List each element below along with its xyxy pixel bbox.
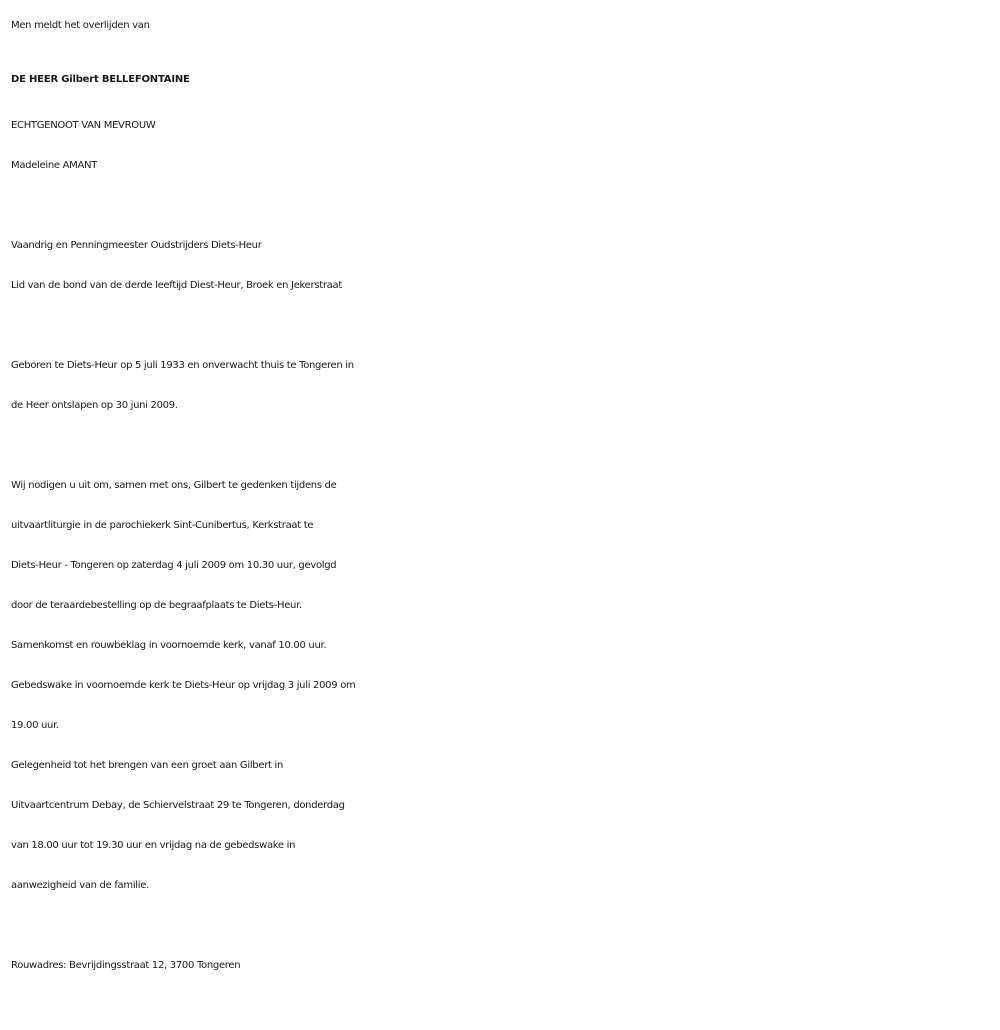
- ceremony-block: [11, 466, 991, 906]
- spacer: [11, 186, 991, 226]
- birth-death-line: Geboren te Diets-Heur op 5 juli 1933 en onverwacht thuis te Tongeren in: [11, 360, 354, 371]
- spouse-title: ECHTGENOOT VAN MEVROUW: [11, 120, 156, 131]
- ceremony-line: 19.00 uur.: [11, 720, 59, 731]
- deceased-name: DE HEER Gilbert BELLEFONTAINE: [11, 74, 190, 85]
- spacer: [11, 426, 991, 466]
- ceremony-line: Gebedswake in voornoemde kerk te Diets-Heur op vrijdag 3 juli 2009 om: [11, 680, 356, 691]
- ceremony-line: Wij nodigen u uit om, samen met ons, Gilbert te gedenken tijdens de: [11, 480, 337, 491]
- spacer: [11, 906, 991, 946]
- ceremony-line: Diets-Heur - Tongeren op zaterdag 4 juli 2009 om 10.30 uur, gevolgd: [11, 560, 337, 571]
- birth-death-block: [11, 346, 991, 426]
- birth-death-line: de Heer ontslapen op 30 juni 2009.: [11, 400, 178, 411]
- spacer: [11, 306, 991, 346]
- spouse-name: Madeleine AMANT: [11, 160, 98, 171]
- ceremony-line: Samenkomst en rouwbeklag in voornoemde kerk, vanaf 10.00 uur.: [11, 640, 327, 651]
- mourning-address: Rouwadres: Bevrijdingsstraat 12, 3700 Tongeren: [11, 960, 241, 971]
- ceremony-line: Gelegenheid tot het brengen van een groet aan Gilbert in: [11, 760, 284, 771]
- ceremony-line: uitvaartliturgie in de parochiekerk Sint-Cunibertus, Kerkstraat te: [11, 520, 314, 531]
- death-notice: [11, 6, 991, 986]
- affiliation-line: Vaandrig en Penningmeester Oudstrijders Diets-Heur: [11, 240, 262, 251]
- ceremony-line: aanwezigheid van de familie.: [11, 880, 149, 891]
- affiliation-line: Lid van de bond van de derde leeftijd Diest-Heur, Broek en Jekerstraat: [11, 280, 342, 291]
- ceremony-line: van 18.00 uur tot 19.30 uur en vrijdag na de gebedswake in: [11, 840, 296, 851]
- affiliations-block: [11, 226, 991, 306]
- intro-text: Men meldt het overlijden van: [11, 20, 150, 31]
- ceremony-line: Uitvaartcentrum Debay, de Schiervelstraat 29 te Tongeren, donderdag: [11, 800, 345, 811]
- ceremony-line: door de teraardebestelling op de begraafplaats te Diets-Heur.: [11, 600, 302, 611]
